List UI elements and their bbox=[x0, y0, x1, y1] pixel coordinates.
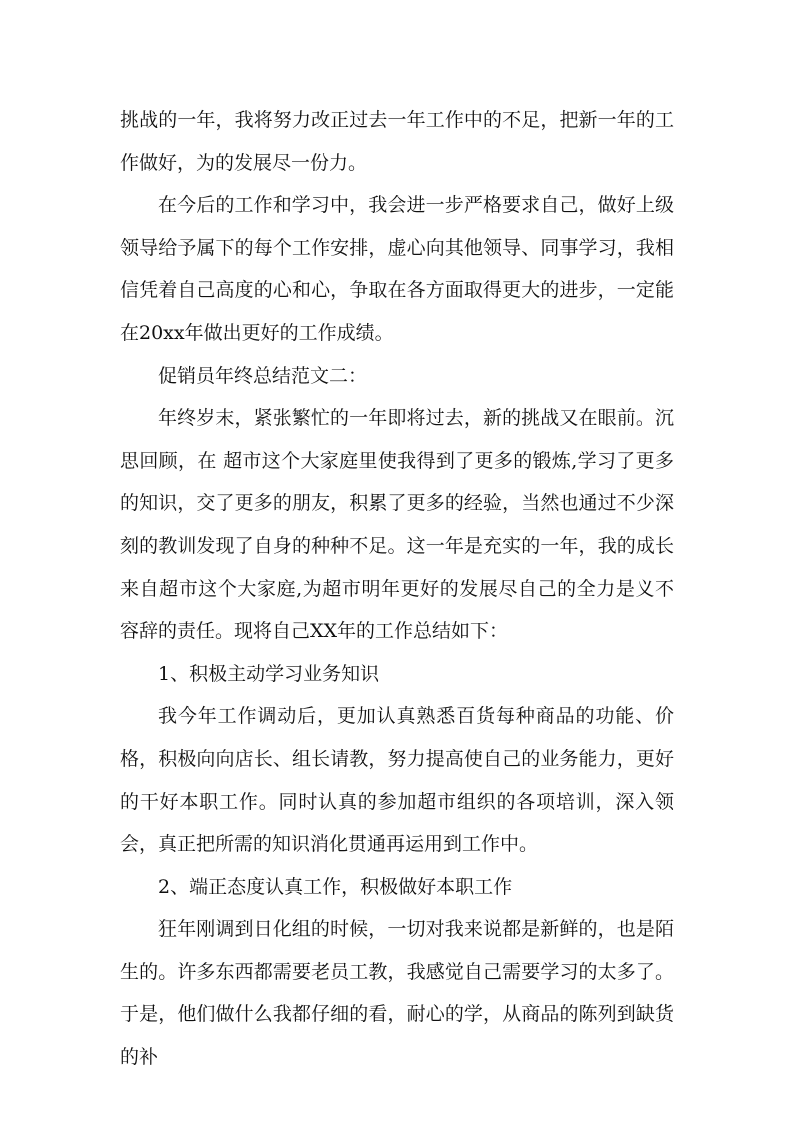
section-heading-example-two: 促销员年终总结范文二： bbox=[158, 364, 368, 387]
paragraph-5: 狂年刚调到日化组的时候，一切对我来说都是新鲜的，也是陌生的。许多东西都需要老员工教，我感觉自己需要学习的太多了。于是，他们做什么我都仔细的看，耐心的学，从商品的陈列到缺货的补 bbox=[120, 918, 674, 1069]
paragraph-2: 在今后的工作和学习中，我会进一步严格要求自己，做好上级领导给予属下的每个工作安排，虚心向其他领导、同事学习，我相信凭着自己高度的心和心，争取在各方面取得更大的进步，一定能在20xx年做出更好的工作成绩。 bbox=[120, 194, 674, 344]
paragraph-4: 我今年工作调动后，更加认真熟悉百货每种商品的功能、价格，积极向向店长、组长请教，努力提高使自己的业务能力，更好的干好本职工作。同时认真的参加超市组织的各项培训，深入领会，真正把所需的知识消化贯通再运用到工作中。 bbox=[120, 705, 674, 856]
paragraph-3: 年终岁末，紧张繁忙的一年即将过去，新的挑战又在眼前。沉思回顾，在 超市这个大家庭里使我得到了更多的锻炼,学习了更多的知识，交了更多的朋友，积累了更多的经验，当然也通过不少深刻的教训发现了自身的种种不足。这一年是充实的一年，我的成长来自超市这个大家庭,为超市明年更好的发展尽自己的全力是义不容辞的责任。现将自己XX年的工作总结如下： bbox=[120, 407, 674, 643]
subheading-2: 2、端正态度认真工作，积极做好本职工作 bbox=[158, 875, 513, 898]
subheading-1: 1、积极主动学习业务知识 bbox=[158, 662, 380, 685]
paragraph-1: 挑战的一年，我将努力改正过去一年工作中的不足，把新一年的工作做好，为的发展尽一份力。 bbox=[120, 109, 674, 174]
document-body bbox=[120, 99, 674, 1079]
